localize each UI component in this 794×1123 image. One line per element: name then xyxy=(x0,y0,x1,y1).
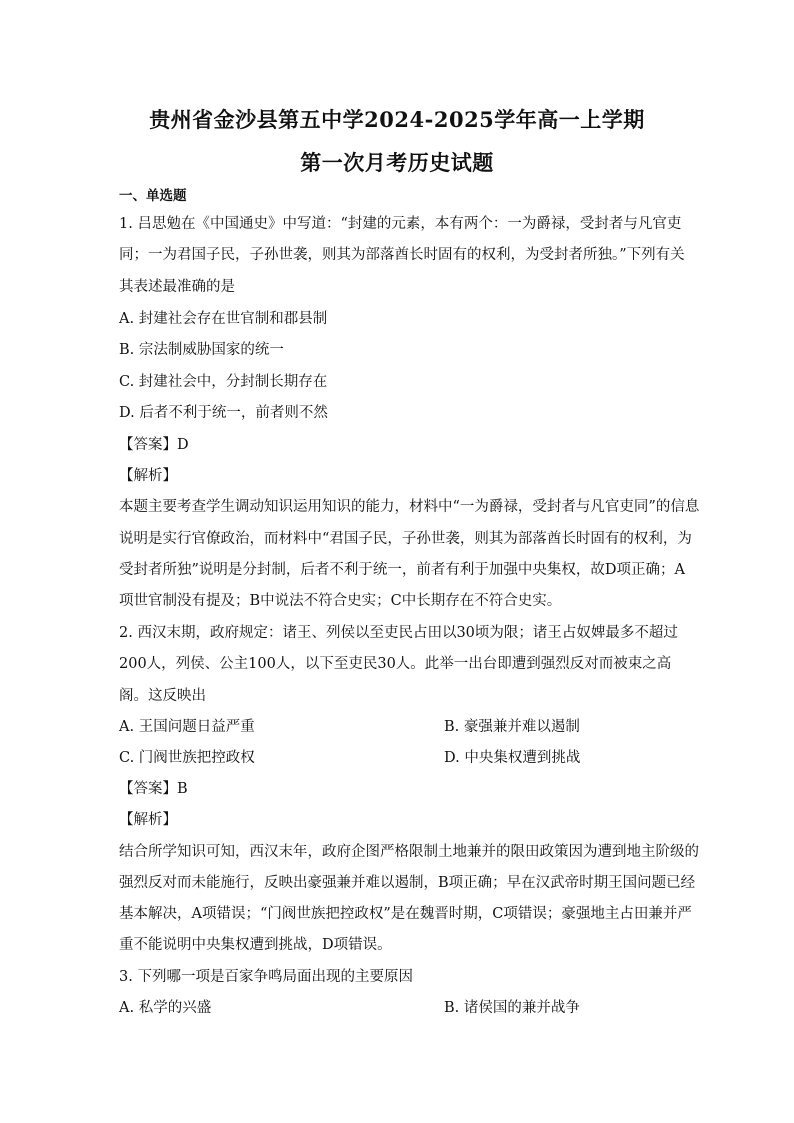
q2-analysis-line4: 重不能说明中央集权遭到挑战，D项错误。 xyxy=(119,937,392,953)
q1-analysis-line2: 说明是实行官僚政治，而材料中“君国子民，子孙世袭，则其为部落酋长时固有的权利，为 xyxy=(119,531,692,547)
q2-stem-line3: 阁。这反映出 xyxy=(119,688,206,704)
q1-analysis-line3: 受封者所独”说明是分封制，后者不利于统一，前者有利于加强中央集权，故D项正确；A xyxy=(119,562,686,578)
q3-stem: 3. 下列哪一项是百家争鸣局面出现的主要原因 xyxy=(119,969,413,985)
exam-title-line1: 贵州省金沙县第五中学2024-2025学年高一上学期 xyxy=(149,107,645,132)
q2-stem-line2: 200人，列侯、公主100人，以下至吏民30人。此举一出台即遭到强烈反对而被束之高 xyxy=(119,656,672,672)
q2-option-b: B. 豪强兼并难以遏制 xyxy=(444,719,580,735)
q2-analysis-label: 【解析】 xyxy=(119,812,177,828)
q2-stem-line1: 2. 西汉末期，政府规定：诸王、列侯以至吏民占田以30顷为限；诸王占奴婢最多不超过 xyxy=(119,625,678,641)
q1-analysis-line1: 本题主要考查学生调动知识运用知识的能力，材料中“一为爵禄，受封者与凡官吏同”的信息 xyxy=(119,499,700,515)
q3-option-a: A. 私学的兴盛 xyxy=(119,1000,212,1016)
q2-analysis-line1: 结合所学知识可知，西汉末年，政府企图严格限制土地兼并的限田政策因为遭到地主阶级的 xyxy=(119,844,699,860)
exam-title-line2: 第一次月考历史试题 xyxy=(300,150,494,175)
q2-option-c: C. 门阀世族把控政权 xyxy=(119,750,255,766)
q1-stem-line1: 1. 吕思勉在《中国通史》中写道：“封建的元素，本有两个：一为爵禄，受封者与凡官吏 xyxy=(119,216,682,232)
q1-stem-line3: 其表述最准确的是 xyxy=(119,279,235,295)
q2-option-a: A. 王国问题日益严重 xyxy=(119,719,255,735)
q1-stem-line2: 同；一为君国子民，子孙世袭，则其为部落酋长时固有的权利，为受封者所独。”下列有关 xyxy=(119,247,685,263)
q1-option-c: C. 封建社会中，分封制长期存在 xyxy=(119,374,328,390)
q2-analysis-line3: 基本解决，A项错误；“门阀世族把控政权”是在魏晋时期，C项错误；豪强地主占田兼并严 xyxy=(119,906,692,922)
q2-analysis-line2: 强烈反对而未能施行，反映出豪强兼并难以遏制，B项正确；早在汉武帝时期王国问题已经 xyxy=(119,875,696,891)
q2-option-d: D. 中央集权遭到挑战 xyxy=(444,750,581,766)
q1-option-b: B. 宗法制威胁国家的统一 xyxy=(119,342,284,358)
q2-answer: 【答案】B xyxy=(119,781,188,797)
q1-option-a: A. 封建社会存在世官制和郡县制 xyxy=(119,311,328,327)
q1-option-d: D. 后者不利于统一，前者则不然 xyxy=(119,405,328,421)
q1-answer: 【答案】D xyxy=(119,437,189,453)
q3-option-b: B. 诸侯国的兼并战争 xyxy=(444,1000,580,1016)
q1-analysis-line4: 项世官制没有提及；B中说法不符合史实；C中长期存在不符合史实。 xyxy=(119,593,562,609)
q1-analysis-label: 【解析】 xyxy=(119,468,177,484)
section-heading: 一、单选题 xyxy=(119,188,187,204)
